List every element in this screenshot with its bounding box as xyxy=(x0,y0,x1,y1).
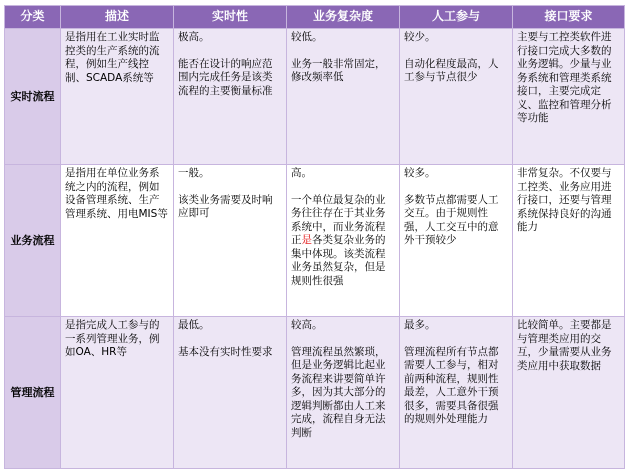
realtime-cell xyxy=(174,165,287,317)
header-interface: 接口要求 xyxy=(513,6,625,29)
category-cell: 业务流程 xyxy=(5,165,61,317)
table-row-realtime-process xyxy=(5,29,625,165)
header-human: 人工参与 xyxy=(400,6,513,29)
human-detail: 管理流程所有节点都需要人工参与，相对前两种流程，规则性最差，人工意外干预很多，需要具备很强的规则外处理能力 xyxy=(404,345,499,425)
realtime-summary: 最低。 xyxy=(178,319,210,331)
interface-cell: 比较简单。主要都是与管理类应用的交互，少量需要从业务类应用中获取数据 xyxy=(513,317,625,469)
human-cell xyxy=(400,165,513,317)
complexity-detail-after: 各类复杂业务的集中体现。该类流程业务虽然复杂，但是规则性很强 xyxy=(291,234,386,287)
complexity-cell xyxy=(287,317,400,469)
process-comparison-table xyxy=(4,5,625,469)
human-summary: 较多。 xyxy=(404,167,436,179)
realtime-detail: 基本没有实时性要求 xyxy=(178,345,273,358)
complexity-cell xyxy=(287,165,400,317)
realtime-cell xyxy=(174,29,287,165)
table-row-management-process xyxy=(5,317,625,469)
complexity-summary: 较低。 xyxy=(291,31,323,43)
complexity-cell xyxy=(287,29,400,165)
description-cell: 是指用在单位业务系统之内的流程，例如设备管理系统、生产管理系统、用电MIS等 xyxy=(61,165,174,317)
human-summary: 较少。 xyxy=(404,31,436,43)
complexity-detail: 管理流程虽然繁琐，但是业务逻辑比起业务流程来讲要简单许多，因为其大部分的逻辑判断都由人工来完成，流程自身无法判断 xyxy=(291,345,386,439)
human-detail: 自动化程度最高，人工参与节点很少 xyxy=(404,57,499,83)
description-cell: 是指用在工业实时监控类的生产系统的流程，例如生产线控制、SCADA系统等 xyxy=(61,29,174,165)
human-cell xyxy=(400,29,513,165)
complexity-summary: 高。 xyxy=(291,167,312,179)
header-realtime: 实时性 xyxy=(174,6,287,29)
interface-cell: 主要与工控类软件进行接口完成大多数的业务逻辑。少量与业务系统和管理类系统接口，主要完成定义、监控和管理分析等功能 xyxy=(513,29,625,165)
realtime-detail: 能否在设计的响应范围内完成任务是该类流程的主要衡量标准 xyxy=(178,57,273,97)
realtime-summary: 一般。 xyxy=(178,167,210,179)
complexity-detail-before: 一个单位最复杂的业务往往存在于其业务系统中，而业务流程正 xyxy=(291,193,386,246)
header-row xyxy=(5,6,625,29)
human-detail: 多数节点都需要人工交互。由于规则性强，人工交互中的意外干预较少 xyxy=(404,193,499,246)
header-category: 分类 xyxy=(5,6,61,29)
header-complexity: 业务复杂度 xyxy=(287,6,400,29)
category-cell: 管理流程 xyxy=(5,317,61,469)
human-summary: 最多。 xyxy=(404,319,436,331)
description-cell: 是指完成人工参与的一系列管理业务，例如OA、HR等 xyxy=(61,317,174,469)
human-cell xyxy=(400,317,513,469)
realtime-detail: 该类业务需要及时响应即可 xyxy=(178,193,273,219)
realtime-cell xyxy=(174,317,287,469)
complexity-detail-highlight: 是 xyxy=(301,234,312,246)
interface-cell: 非常复杂。不仅要与工控类、业务应用进行接口，还要与管理系统保持良好的沟通能力 xyxy=(513,165,625,317)
complexity-detail xyxy=(291,194,395,289)
category-cell: 实时流程 xyxy=(5,29,61,165)
table-row-business-process xyxy=(5,165,625,317)
comparison-table-container xyxy=(4,5,624,446)
header-description: 描述 xyxy=(61,6,174,29)
complexity-detail: 业务一般非常固定，修改频率低 xyxy=(291,57,386,83)
realtime-summary: 极高。 xyxy=(178,31,210,43)
complexity-summary: 较高。 xyxy=(291,319,323,331)
